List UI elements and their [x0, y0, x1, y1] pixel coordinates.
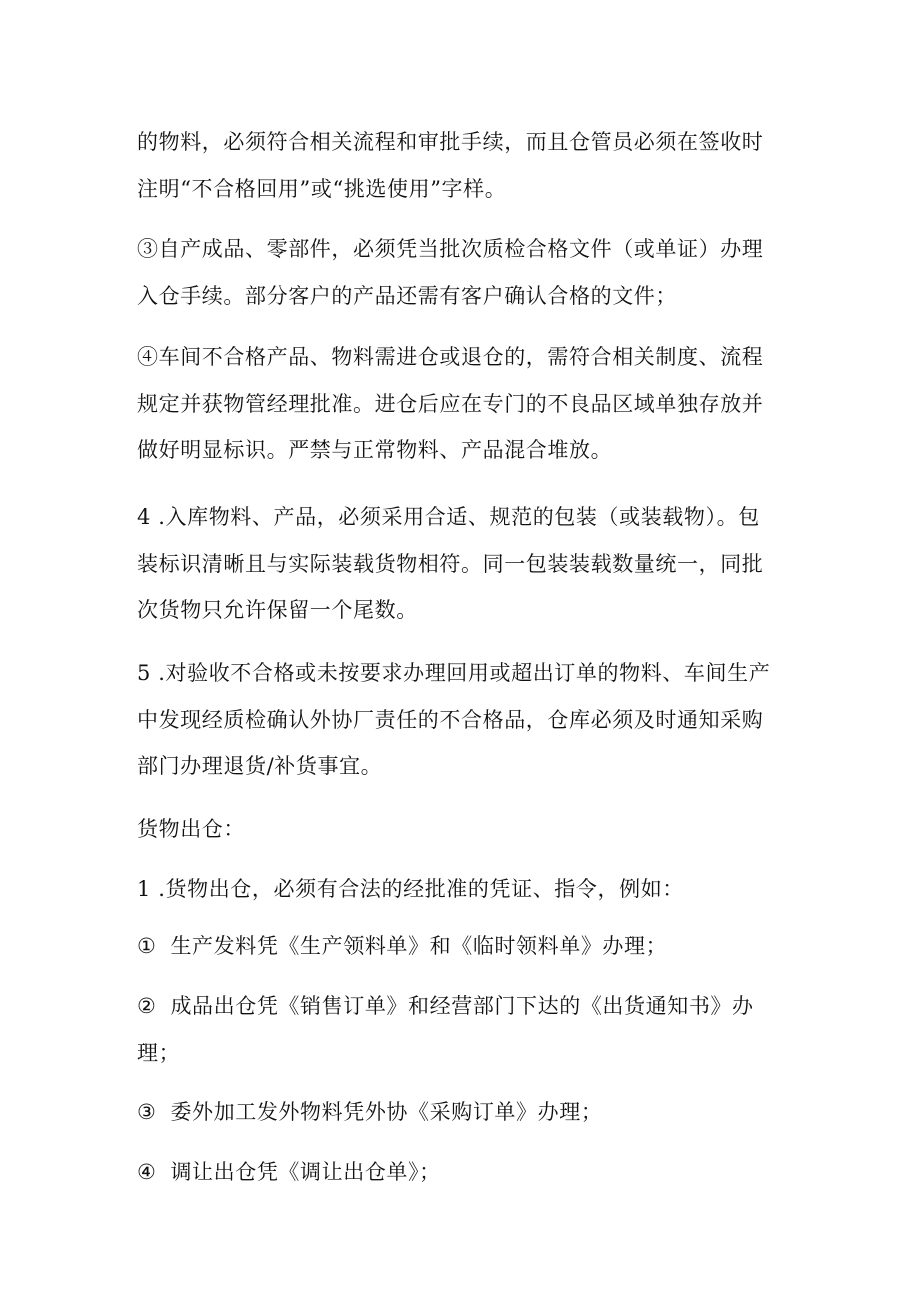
text-line: 做好明显标识。严禁与正常物料、产品混合堆放。 — [137, 438, 613, 462]
text-line: 装标识清晰且与实际装载货物相符。同一包装装载数量统一，同批 — [137, 551, 764, 576]
text-line: ③自产成品、零部件，必须凭当批次质检合格文件（或单证）办理 — [137, 237, 764, 261]
text-line: 注明“不合格回用”或“挑选使用”字样。 — [137, 176, 507, 201]
paragraph-item-5-returns — [137, 650, 787, 790]
text-line: 4 .入库物料、产品，必须采用合适、规范的包装（或装载物）。包 — [137, 505, 760, 529]
paragraph-self-produced-goods — [137, 226, 787, 319]
list-marker: ② — [137, 994, 157, 1018]
text-line: 中发现经质检确认外协厂责任的不合格品，仓库必须及时通知采购 — [137, 707, 764, 732]
list-text: 生产发料凭《生产领料单》和《临时领料单》办理； — [170, 934, 668, 958]
text-line — [137, 923, 787, 970]
list-item-production-issue — [137, 923, 787, 970]
list-item-finished-goods — [137, 983, 787, 1076]
list-text: 成品出仓凭《销售订单》和经营部门下达的《出货通知书》办 — [170, 994, 754, 1018]
text-line: 理； — [137, 1040, 181, 1065]
list-text: 委外加工发外物料凭外协《采购订单》办理； — [170, 1100, 603, 1124]
list-item-outsourced-processing — [137, 1089, 787, 1136]
list-marker: ① — [137, 934, 157, 958]
text-line: ④车间不合格产品、物料需进仓或退仓的，需符合相关制度、流程 — [137, 345, 764, 369]
text-line: 入仓手续。部分客户的产品还需有客户确认合格的文件； — [137, 283, 677, 308]
text-line: 货物出仓： — [137, 817, 245, 841]
section-heading-outbound — [137, 806, 787, 853]
text-line: 5 .对验收不合格或未按要求办理回用或超出订单的物料、车间生产 — [137, 661, 771, 685]
paragraph-defective-products — [137, 334, 787, 474]
text-line — [137, 1149, 787, 1196]
paragraph-item-4-packaging — [137, 494, 787, 634]
list-marker: ④ — [137, 1160, 157, 1184]
text-line: 的物料，必须符合相关流程和审批手续，而且仓管员必须在签收时 — [137, 130, 764, 154]
text-line — [137, 983, 787, 1030]
list-marker: ③ — [137, 1100, 157, 1124]
text-line: 规定并获物管经理批准。进仓后应在专门的不良品区域单独存放并 — [137, 391, 764, 416]
list-text: 调让出仓凭《调让出仓单》； — [170, 1160, 441, 1184]
paragraph-item-1-outbound — [137, 866, 787, 913]
paragraph-inbound-rework — [137, 119, 787, 212]
text-line — [137, 1089, 787, 1136]
list-item-transfer-out — [137, 1149, 787, 1196]
text-line: 部门办理退货/补货事宜。 — [137, 754, 383, 778]
text-line: 次货物只允许保留一个尾数。 — [137, 598, 418, 622]
text-line: 1 .货物出仓，必须有合法的经批准的凭证、指令，例如： — [137, 877, 684, 901]
